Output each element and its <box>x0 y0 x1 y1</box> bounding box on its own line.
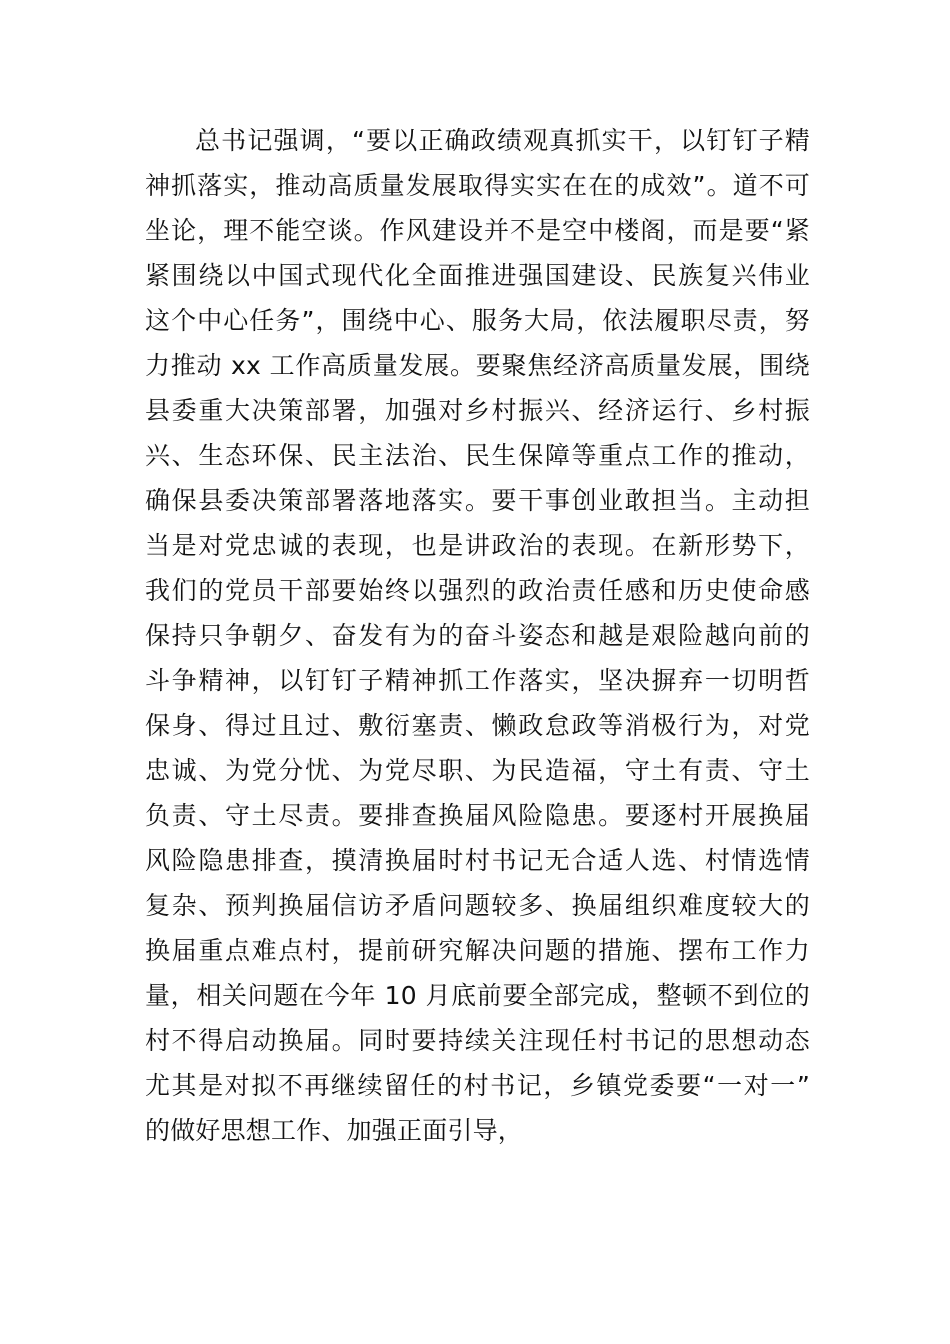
paragraph-line-2: 神抓落实，推动高质量发展取得实实在在的成效”。道不可 <box>145 171 810 200</box>
paragraph-line-9: 确保县委决策部署落地落实。要干事创业敢担当。主动担 <box>145 486 810 515</box>
paragraph-line-21: 村不得启动换届。同时要持续关注现任村书记的思想动态 <box>145 1026 810 1055</box>
paragraph-line-5: 这个中心任务”，围绕中心、服务大局，依法履职尽责，努 <box>145 306 810 335</box>
paragraph-line-1: 总书记强调，“要以正确政绩观真抓实干，以钉钉子精 <box>195 126 810 155</box>
paragraph-line-20: 量，相关问题在今年 10 月底前要全部完成，整顿不到位的 <box>145 981 810 1010</box>
paragraph-line-23: 的做好思想工作、加强正面引导， <box>145 1116 524 1145</box>
paragraph-line-18: 复杂、预判换届信访矛盾问题较多、换届组织难度较大的 <box>145 891 810 920</box>
paragraph-line-13: 斗争精神，以钉钉子精神抓工作落实，坚决摒弃一切明哲 <box>145 666 810 695</box>
paragraph-line-16: 负责、守土尽责。要排查换届风险隐患。要逐村开展换届 <box>145 801 810 830</box>
paragraph-line-4: 紧围绕以中国式现代化全面推进强国建设、民族复兴伟业 <box>145 261 810 290</box>
paragraph-line-12: 保持只争朝夕、奋发有为的奋斗姿态和越是艰险越向前的 <box>145 621 810 650</box>
paragraph-line-14: 保身、得过且过、敷衍塞责、懒政怠政等消极行为，对党 <box>145 711 810 740</box>
paragraph-line-3: 坐论，理不能空谈。作风建设并不是空中楼阁，而是要“紧 <box>145 216 810 245</box>
paragraph-line-15: 忠诚、为党分忧、为党尽职、为民造福，守土有责、守土 <box>145 756 810 785</box>
paragraph-line-11: 我们的党员干部要始终以强烈的政治责任感和历史使命感 <box>145 576 810 605</box>
paragraph-line-19: 换届重点难点村，提前研究解决问题的措施、摆布工作力 <box>145 936 810 965</box>
paragraph-line-7: 县委重大决策部署，加强对乡村振兴、经济运行、乡村振 <box>145 396 810 425</box>
paragraph-line-22: 尤其是对拟不再继续留任的村书记，乡镇党委要“一对一” <box>145 1071 810 1100</box>
paragraph-line-17: 风险隐患排查，摸清换届时村书记无合适人选、村情选情 <box>145 846 810 875</box>
paragraph-line-6: 力推动 xx 工作高质量发展。要聚焦经济高质量发展，围绕 <box>145 351 810 380</box>
paragraph-line-10: 当是对党忠诚的表现，也是讲政治的表现。在新形势下， <box>145 531 810 560</box>
paragraph-line-8: 兴、生态环保、民主法治、民生保障等重点工作的推动， <box>145 441 810 470</box>
body-paragraph <box>145 118 810 1153</box>
